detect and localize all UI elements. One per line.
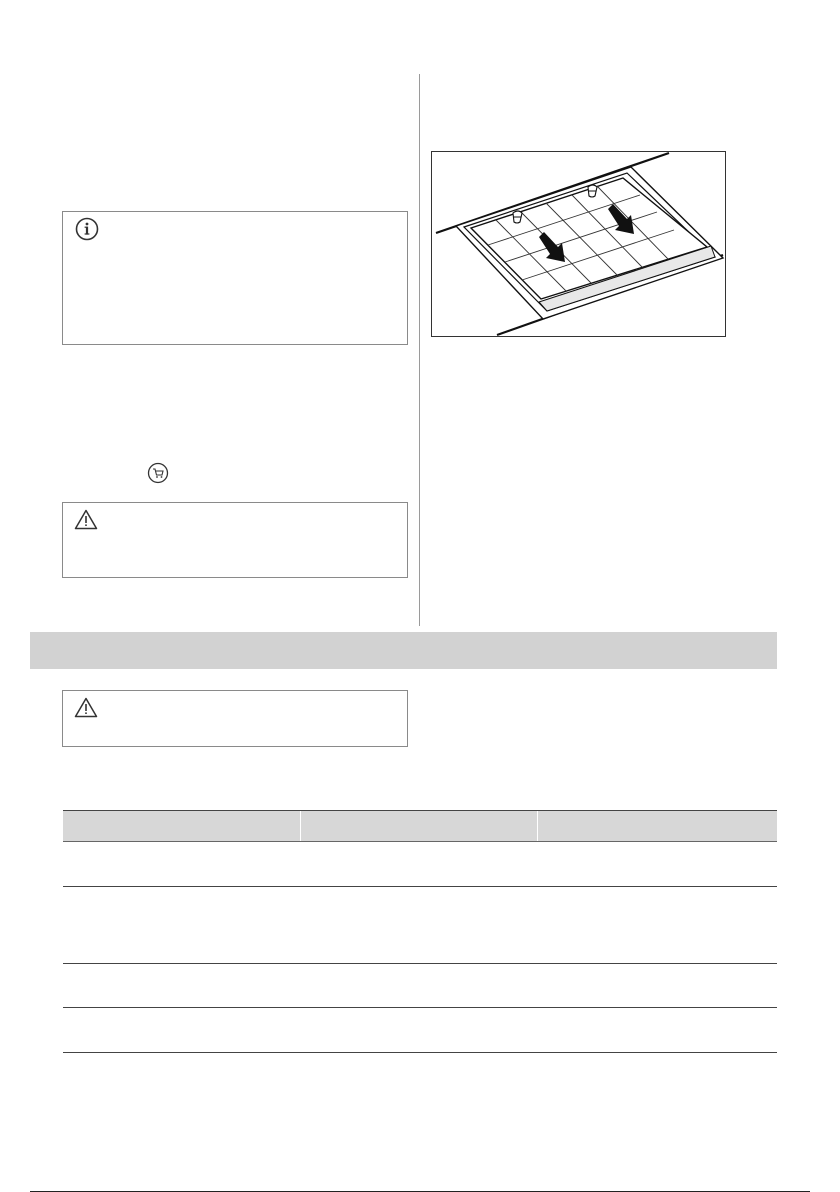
warning-icon: [74, 509, 98, 530]
warning-icon: [74, 697, 98, 718]
table-row-rule: [63, 963, 777, 964]
info-notice-box: [62, 211, 408, 345]
cart-shop-icon: [147, 462, 169, 484]
info-icon: [75, 217, 99, 241]
table-row-rule: [63, 886, 777, 887]
filter-illustration: [431, 151, 726, 337]
table-header-divider: [300, 811, 301, 841]
warning-notice-box-bottom: [62, 690, 408, 747]
warning-notice-box: [62, 502, 408, 578]
table-bottom-rule: [63, 1052, 777, 1053]
column-divider: [419, 74, 420, 626]
table-row-rule: [63, 1007, 777, 1008]
section-header-bar: [30, 632, 777, 669]
table-header-divider: [537, 811, 538, 841]
table-header-rule: [63, 841, 777, 842]
table-header-row: [63, 811, 777, 841]
